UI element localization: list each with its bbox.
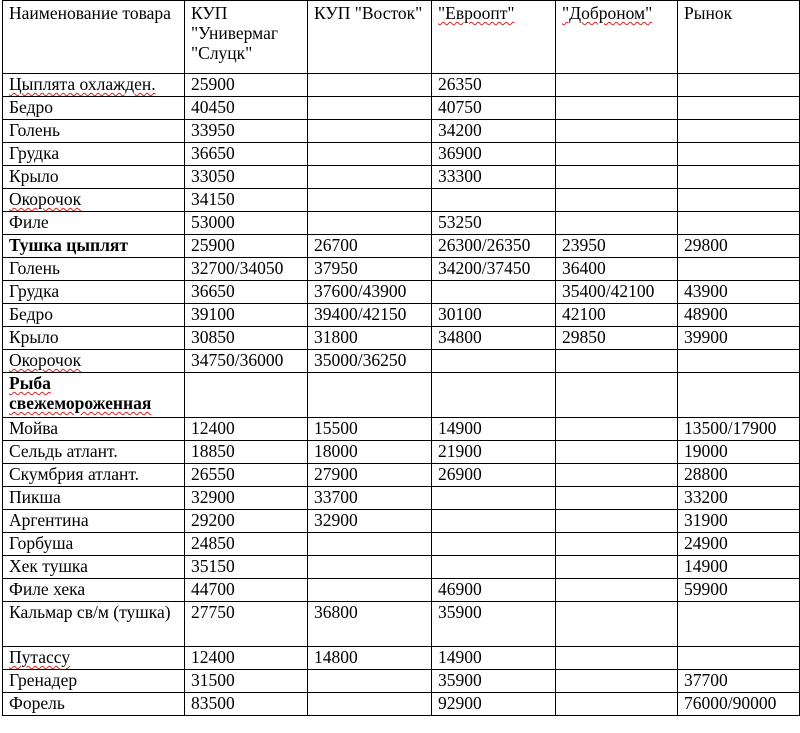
price-cell bbox=[556, 120, 678, 143]
price-cell bbox=[432, 373, 556, 418]
table-row bbox=[3, 327, 800, 350]
price-cell bbox=[432, 533, 556, 556]
price-cell: 33950 bbox=[185, 120, 308, 143]
table-row bbox=[3, 373, 800, 418]
price-cell: 34200 bbox=[432, 120, 556, 143]
price-cell: 21900 bbox=[432, 441, 556, 464]
section-header-text: Рыба свежемороженная bbox=[9, 373, 152, 413]
table-row bbox=[3, 143, 800, 166]
price-cell: 36900 bbox=[432, 143, 556, 166]
price-cell bbox=[308, 143, 432, 166]
header-cell-kup-vostok: КУП "Восток" bbox=[308, 1, 432, 74]
price-cell bbox=[678, 350, 800, 373]
price-cell bbox=[556, 464, 678, 487]
price-cell: 46900 bbox=[432, 579, 556, 602]
price-cell bbox=[678, 373, 800, 418]
price-cell: 25900 bbox=[185, 235, 308, 258]
table-row bbox=[3, 212, 800, 235]
table-row bbox=[3, 693, 800, 716]
price-cell bbox=[556, 350, 678, 373]
price-cell bbox=[556, 693, 678, 716]
product-cell bbox=[3, 189, 185, 212]
price-cell: 18000 bbox=[308, 441, 432, 464]
price-cell: 34200/37450 bbox=[432, 258, 556, 281]
price-cell bbox=[678, 647, 800, 670]
price-cell bbox=[556, 166, 678, 189]
price-cell: 43900 bbox=[678, 281, 800, 304]
price-table bbox=[2, 0, 800, 716]
table-row bbox=[3, 441, 800, 464]
price-cell: 24900 bbox=[678, 533, 800, 556]
price-cell bbox=[678, 143, 800, 166]
price-cell: 92900 bbox=[432, 693, 556, 716]
price-cell bbox=[678, 602, 800, 647]
price-cell bbox=[308, 533, 432, 556]
price-cell: 32900 bbox=[308, 510, 432, 533]
product-cell: Филе хека bbox=[3, 579, 185, 602]
product-name: Окорочок bbox=[9, 350, 82, 370]
price-cell: 26900 bbox=[432, 464, 556, 487]
product-cell bbox=[3, 74, 185, 97]
table-row bbox=[3, 304, 800, 327]
price-cell: 53000 bbox=[185, 212, 308, 235]
price-cell: 14800 bbox=[308, 647, 432, 670]
price-cell: 48900 bbox=[678, 304, 800, 327]
product-cell: Горбуша bbox=[3, 533, 185, 556]
section-header-cell: Тушка цыплят bbox=[3, 235, 185, 258]
price-cell bbox=[678, 97, 800, 120]
price-cell: 36800 bbox=[308, 602, 432, 647]
price-cell: 12400 bbox=[185, 647, 308, 670]
price-cell: 26350 bbox=[432, 74, 556, 97]
price-cell: 14900 bbox=[432, 647, 556, 670]
price-cell: 31500 bbox=[185, 670, 308, 693]
price-cell bbox=[432, 556, 556, 579]
price-cell: 35000/36250 bbox=[308, 350, 432, 373]
product-cell: Филе bbox=[3, 212, 185, 235]
price-cell: 33200 bbox=[678, 487, 800, 510]
price-cell bbox=[308, 373, 432, 418]
section-header-cell bbox=[3, 373, 185, 418]
price-cell bbox=[556, 556, 678, 579]
price-cell bbox=[556, 189, 678, 212]
price-cell: 15500 bbox=[308, 418, 432, 441]
price-cell: 40450 bbox=[185, 97, 308, 120]
product-cell bbox=[3, 350, 185, 373]
price-cell: 35900 bbox=[432, 602, 556, 647]
table-row bbox=[3, 258, 800, 281]
product-cell: Голень bbox=[3, 120, 185, 143]
price-cell: 34800 bbox=[432, 327, 556, 350]
table-row bbox=[3, 464, 800, 487]
price-cell bbox=[308, 120, 432, 143]
price-cell bbox=[556, 418, 678, 441]
price-cell: 39100 bbox=[185, 304, 308, 327]
price-cell bbox=[308, 74, 432, 97]
price-cell: 25900 bbox=[185, 74, 308, 97]
price-cell bbox=[308, 556, 432, 579]
price-cell: 35900 bbox=[432, 670, 556, 693]
price-cell bbox=[678, 189, 800, 212]
price-cell: 14900 bbox=[678, 556, 800, 579]
price-cell bbox=[308, 579, 432, 602]
price-cell: 33050 bbox=[185, 166, 308, 189]
price-cell bbox=[308, 670, 432, 693]
price-cell bbox=[432, 510, 556, 533]
price-cell bbox=[432, 350, 556, 373]
price-cell: 33700 bbox=[308, 487, 432, 510]
price-cell: 36400 bbox=[556, 258, 678, 281]
price-cell: 30100 bbox=[432, 304, 556, 327]
price-cell: 42100 bbox=[556, 304, 678, 327]
price-cell: 39400/42150 bbox=[308, 304, 432, 327]
price-cell bbox=[556, 97, 678, 120]
table-row bbox=[3, 579, 800, 602]
product-cell: Кальмар св/м (тушка) bbox=[3, 602, 185, 647]
table-row bbox=[3, 235, 800, 258]
price-cell bbox=[308, 97, 432, 120]
price-cell bbox=[556, 602, 678, 647]
price-cell bbox=[556, 510, 678, 533]
price-cell: 37700 bbox=[678, 670, 800, 693]
header-cell-market: Рынок bbox=[678, 1, 800, 74]
product-cell: Аргентина bbox=[3, 510, 185, 533]
price-cell: 34750/36000 bbox=[185, 350, 308, 373]
product-cell: Пикша bbox=[3, 487, 185, 510]
price-cell: 35150 bbox=[185, 556, 308, 579]
product-cell: Голень bbox=[3, 258, 185, 281]
product-cell: Грудка bbox=[3, 143, 185, 166]
price-cell: 59900 bbox=[678, 579, 800, 602]
price-cell: 37600/43900 bbox=[308, 281, 432, 304]
header-cell-kup-univermag bbox=[185, 1, 308, 74]
price-cell bbox=[308, 212, 432, 235]
price-cell bbox=[556, 579, 678, 602]
product-name: Цыплята охлажден. bbox=[9, 74, 156, 94]
header-row bbox=[3, 1, 800, 74]
price-cell: 12400 bbox=[185, 418, 308, 441]
price-cell bbox=[432, 189, 556, 212]
price-cell: 19000 bbox=[678, 441, 800, 464]
product-cell: Хек тушка bbox=[3, 556, 185, 579]
price-cell: 27750 bbox=[185, 602, 308, 647]
header-dobronom-text: "Доброном" bbox=[562, 3, 653, 23]
price-cell: 29800 bbox=[678, 235, 800, 258]
table-row bbox=[3, 166, 800, 189]
table-row bbox=[3, 487, 800, 510]
price-cell: 32900 bbox=[185, 487, 308, 510]
product-cell: Гренадер bbox=[3, 670, 185, 693]
price-cell bbox=[678, 212, 800, 235]
price-cell: 18850 bbox=[185, 441, 308, 464]
price-cell: 26550 bbox=[185, 464, 308, 487]
price-cell: 37950 bbox=[308, 258, 432, 281]
table-row bbox=[3, 418, 800, 441]
table-row bbox=[3, 189, 800, 212]
price-cell: 29200 bbox=[185, 510, 308, 533]
price-cell bbox=[308, 693, 432, 716]
price-cell: 26300/26350 bbox=[432, 235, 556, 258]
price-cell bbox=[678, 166, 800, 189]
product-cell: Крыло bbox=[3, 166, 185, 189]
price-cell: 44700 bbox=[185, 579, 308, 602]
price-cell bbox=[308, 189, 432, 212]
product-name: Окорочок bbox=[9, 189, 82, 209]
price-cell: 26700 bbox=[308, 235, 432, 258]
price-cell: 36650 bbox=[185, 281, 308, 304]
header-evroopt-text: "Евроопт" bbox=[438, 3, 515, 23]
price-cell bbox=[556, 670, 678, 693]
price-cell: 14900 bbox=[432, 418, 556, 441]
price-cell bbox=[678, 258, 800, 281]
price-cell: 28800 bbox=[678, 464, 800, 487]
product-cell: Форель bbox=[3, 693, 185, 716]
table-row bbox=[3, 120, 800, 143]
price-cell bbox=[556, 212, 678, 235]
product-cell: Мойва bbox=[3, 418, 185, 441]
price-cell: 31900 bbox=[678, 510, 800, 533]
price-cell: 34150 bbox=[185, 189, 308, 212]
header-cell-evroopt bbox=[432, 1, 556, 74]
price-cell: 35400/42100 bbox=[556, 281, 678, 304]
table-row bbox=[3, 281, 800, 304]
price-cell: 36650 bbox=[185, 143, 308, 166]
header-kup-univermag-text: КУП "Универмаг "Слуцк" bbox=[191, 3, 279, 63]
table-row bbox=[3, 533, 800, 556]
product-cell: Скумбрия атлант. bbox=[3, 464, 185, 487]
price-cell: 33300 bbox=[432, 166, 556, 189]
table-row bbox=[3, 74, 800, 97]
price-cell: 23950 bbox=[556, 235, 678, 258]
product-cell: Сельдь атлант. bbox=[3, 441, 185, 464]
product-cell bbox=[3, 647, 185, 670]
price-cell: 39900 bbox=[678, 327, 800, 350]
product-cell: Бедро bbox=[3, 304, 185, 327]
product-cell: Крыло bbox=[3, 327, 185, 350]
price-cell: 40750 bbox=[432, 97, 556, 120]
table-row bbox=[3, 97, 800, 120]
price-cell: 76000/90000 bbox=[678, 693, 800, 716]
price-cell: 27900 bbox=[308, 464, 432, 487]
table-row bbox=[3, 556, 800, 579]
price-cell: 31800 bbox=[308, 327, 432, 350]
product-name: Путассу bbox=[9, 647, 71, 667]
table-row bbox=[3, 350, 800, 373]
price-cell bbox=[556, 647, 678, 670]
table-row bbox=[3, 647, 800, 670]
price-cell bbox=[556, 533, 678, 556]
price-cell bbox=[556, 487, 678, 510]
header-cell-dobronom bbox=[556, 1, 678, 74]
table-row bbox=[3, 602, 800, 647]
product-cell: Бедро bbox=[3, 97, 185, 120]
price-cell bbox=[556, 373, 678, 418]
price-cell bbox=[678, 120, 800, 143]
product-cell: Грудка bbox=[3, 281, 185, 304]
header-cell-name: Наименование товара bbox=[3, 1, 185, 74]
price-cell bbox=[556, 143, 678, 166]
price-cell: 24850 bbox=[185, 533, 308, 556]
price-cell: 29850 bbox=[556, 327, 678, 350]
price-cell bbox=[185, 373, 308, 418]
price-cell bbox=[432, 281, 556, 304]
table-row bbox=[3, 510, 800, 533]
price-cell bbox=[308, 166, 432, 189]
price-cell: 32700/34050 bbox=[185, 258, 308, 281]
price-cell: 13500/17900 bbox=[678, 418, 800, 441]
price-cell: 83500 bbox=[185, 693, 308, 716]
price-cell bbox=[556, 74, 678, 97]
price-cell bbox=[432, 487, 556, 510]
table-row bbox=[3, 670, 800, 693]
price-cell: 53250 bbox=[432, 212, 556, 235]
price-cell bbox=[678, 74, 800, 97]
price-cell: 30850 bbox=[185, 327, 308, 350]
price-cell bbox=[556, 441, 678, 464]
